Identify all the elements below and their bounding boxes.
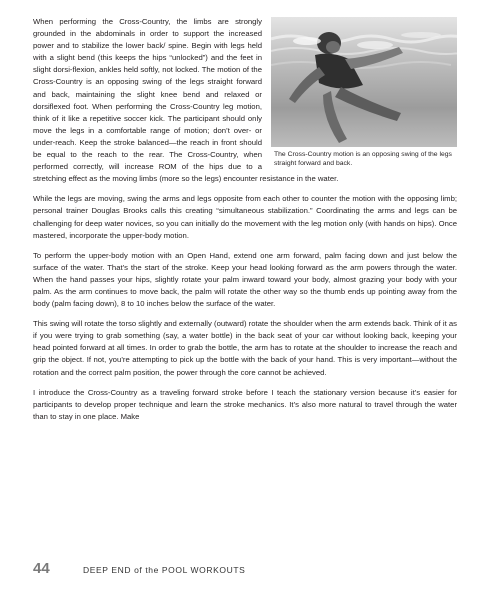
swimmer-photo bbox=[271, 17, 457, 147]
page-number: 44 bbox=[33, 560, 50, 577]
swimmer-illustration bbox=[271, 17, 457, 147]
paragraph-3: To perform the upper-body motion with an Open Hand, extend one arm forward, palm facing down and just below the surface of the water. That’s the start of the stroke. Keep your head looking forward as the arm powers through the water. When the hand passes your hips, slightly rotate your palm inward toward your body, almost grazing your body with your palm. As the arm continues to move back, the palm will rotate the other way so the thumb ends up pointing away from the body (palm facing down), 8 to 10 inches below the surface of the water. bbox=[33, 250, 457, 309]
figure-caption: The Cross-Country motion is an opposing swing of the legs straight forward and back. bbox=[274, 151, 452, 167]
paragraph-2: While the legs are moving, swing the arms and legs opposite from each other to counter the motion with the opposing limb; personal trainer Douglas Brooks calls this creating “simultaneous stabilization.” Coordinating the arms and legs can be challenging for deep water novices, so you can initially do the movement with the leg motion only (with hands on hips). Once mastered, incorporate the upper-body motion. bbox=[33, 194, 457, 240]
figure bbox=[271, 17, 457, 168]
body-text bbox=[33, 16, 457, 431]
running-title: DEEP END of the POOL WORKOUTS bbox=[83, 565, 246, 575]
paragraph-5: I introduce the Cross-Country as a traveling forward stroke before I teach the stationary version because it’s easier for participants to develop proper technique and learn the stroke mechanics. It’s also more natural to travel through the water than to stay in one place. Make bbox=[33, 387, 457, 421]
paragraph-4: This swing will rotate the torso slightly and externally (outward) rotate the shoulder when the arm extends back. Think of it as if you were trying to grab something (say, a water bottle) in the back seat of your car without looking back, keeping your head pointed forward at all times. In order to grab the bottle, the arm has to rotate at the shoulder to increase the reach and grip the object. If not, you’re attempting to pick up the bottle with the back of your hand. This is very important—without the rotation and the correct palm position, the power through the core cannot be achieved. bbox=[33, 319, 457, 377]
paragraph-1: When performing the Cross-Country, the limbs are strongly grounded in the abdominals in order to support the increased power and to stabilize the lower back/ spine. Begin with legs held with a slight bend (this keeps the hips “unlocked”) and the feet in slight dorsi-flexion, ankles held softly, not locked. The motion of the Cross-Country is an opposing swing of the legs straight forward and back, maintaining the slight knee bend and relaxed or dorsiflexed foot. When performing the Cross-Country leg motion, think of it like a repetitive soccer kick. The participant should only move the legs in a comfortable range of motion; don’t over- or under-reach. Keep the stroke balanced—the reach in front should be equal to the reach to the rear. The Cross-Country, when performed correctly, will increase ROM of the hips due to a stretching effect as the moving limbs (more so the legs) encounter resistance in the water. bbox=[33, 17, 339, 184]
page-footer bbox=[33, 560, 457, 580]
